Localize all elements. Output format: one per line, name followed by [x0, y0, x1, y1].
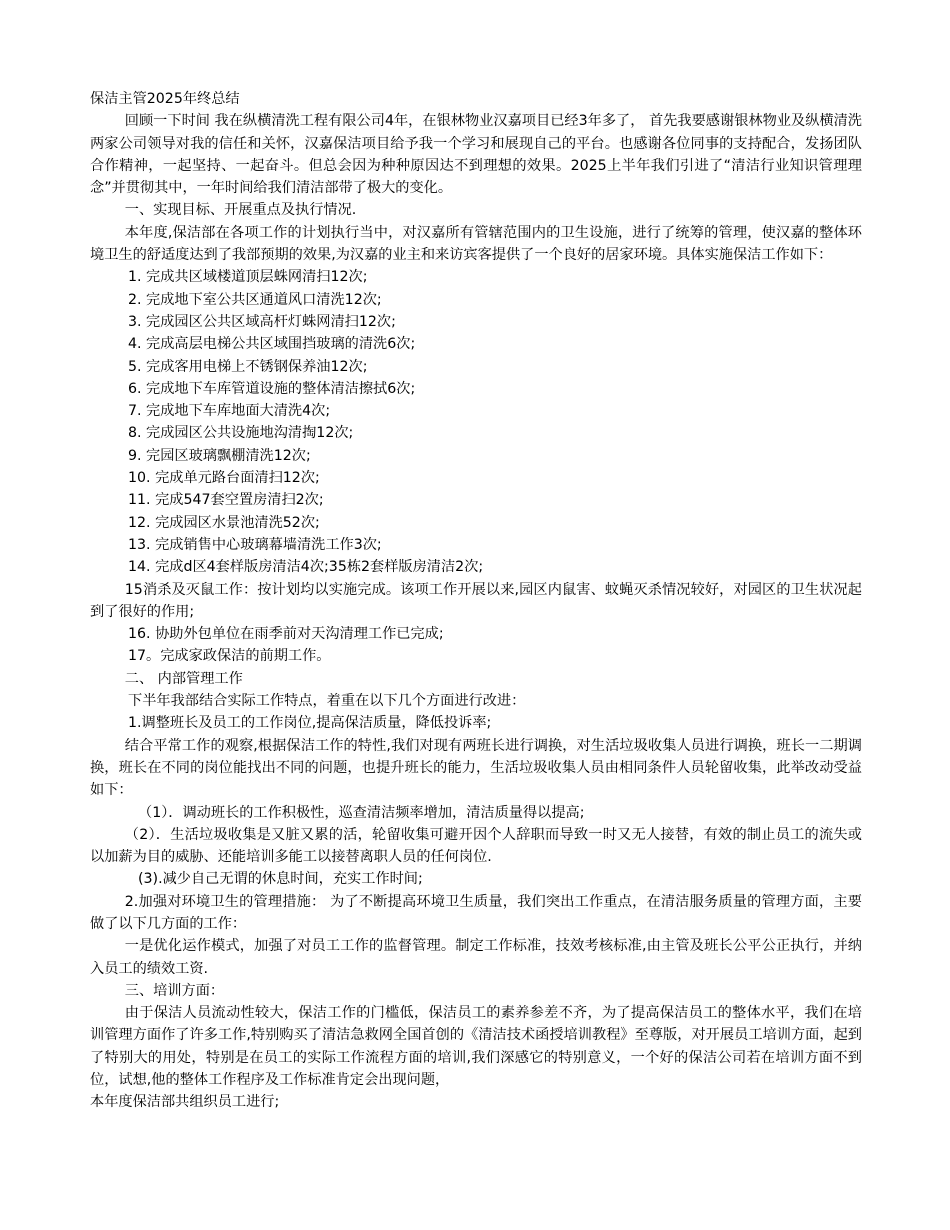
body-paragraph: 由于保洁人员流动性较大，保洁工作的门槛低，保洁员工的素养参差不齐，为了提高保洁员工的整体水平，我们在培训管理方面作了许多工作,特别购买了清洁急救网全国首创的《清洁技术函授培训教程》至尊版，对开展员工培训方面，起到了特别大的用处，特别是在员工的实际工作流程方面的培训,我们深感它的特别意义，一个好的保洁公司若在培训方面不到位，试想,他的整体工作程序及工作标准肯定会出现问题， [90, 1005, 862, 1089]
section-2-intro: 下半年我部结合实际工作特点，着重在以下几个方面进行改进： [128, 693, 526, 710]
document-title: 保洁主管2025年终总结 [90, 91, 240, 107]
list-item: 15消杀及灭鼠工作：按计划均以实施完成。该项工作开展以来,园区内鼠害、蚊蝇灭杀情况较好，对园区的卫生状况起到了很好的作用; [90, 581, 862, 620]
list-item: 8. 完成园区公共设施地沟清掏12次; [128, 425, 354, 442]
list-item: 6. 完成地下车库管道设施的整体清洁擦拭6次; [128, 380, 416, 397]
section-1-paragraph: 本年度,保洁部在各项工作的计划执行当中，对汉嘉所有管辖范围内的卫生设施，进行了统筹的管理，使汉嘉的整体环境卫生的舒适度达到了我部预期的效果,为汉嘉的业主和来访宾客提供了一个良好的居家环境。具体实施保洁工作如下： [90, 224, 862, 264]
list-item: 13. 完成销售中心玻璃幕墙清洗工作3次; [128, 536, 382, 553]
body-paragraph: 结合平常工作的观察,根据保洁工作的特性,我们对现有两班长进行调换，对生活垃圾收集人员进行调换，班长一二期调换，班长在不同的岗位能找出不同的问题，也提升班长的能力，生活垃圾收集人员由相同条件人员轮留收集，此举改动受益如下： [90, 737, 862, 799]
section-heading-2: 二、 内部管理工作 [124, 670, 243, 687]
list-item: 9. 完园区玻璃飘棚清洗12次; [128, 447, 311, 464]
section-heading-3: 三、培训方面： [124, 982, 225, 999]
list-item: 2. 完成地下室公共区通道风口清洗12次; [128, 291, 382, 308]
list-item: 12. 完成园区水景池清洗52次; [128, 514, 320, 531]
list-item: 7. 完成地下车库地面大清洗4次; [128, 403, 331, 420]
list-item: 3. 完成园区公共区域高杆灯蛛网清扫12次; [128, 313, 396, 330]
subsection-heading: 1.调整班长及员工的工作岗位,提高保洁质量，降低投诉率; [128, 715, 492, 732]
body-paragraph: 一是优化运作模式，加强了对员工工作的监督管理。制定工作标准，技效考核标准,由主管及班长公平公正执行，并纳入员工的绩效工资. [90, 938, 862, 977]
intro-paragraph: 回顾一下时间 我在纵横清洗工程有限公司4年，在银林物业汉嘉项目已经3年多了， 首先我要感谢银林物业及纵横清洗两家公司领导对我的信任和关怀，汉嘉保洁项目给予我一个学习和展现自己的平台。也感谢各位同事的支持配合，发扬团队合作精神，一起坚持、一起奋斗。但总会因为种种原因达不到理想的效果。2025上半年我们引进了“清洁行业知识管理理念”并贯彻其中，一年时间给我们清洁部带了极大的变化。 [90, 113, 862, 197]
list-item: （1）．调动班长的工作积极性，巡查清洁频率增加，清洁质量得以提高; [138, 804, 585, 821]
list-item: 17。完成家政保洁的前期工作。 [128, 648, 331, 665]
list-item: (3).减少自己无谓的休息时间，充实工作时间; [138, 871, 423, 888]
document-body [90, 88, 862, 1114]
list-item: （2）．生活垃圾收集是又脏又累的活，轮留收集可避开因个人辞职而导致一时又无人接替，有效的制止员工的流失或以加薪为目的威胁、还能培训多能工以接替离职人员的任何岗位. [90, 826, 862, 866]
body-paragraph: 本年度保洁部共组织员工进行; [90, 1094, 280, 1111]
list-item: 1. 完成共区域楼道顶层蛛网清扫12次; [128, 269, 368, 286]
list-item: 16. 协助外包单位在雨季前对天沟清理工作已完成; [128, 626, 444, 643]
list-item: 4. 完成高层电梯公共区域围挡玻璃的清洗6次; [128, 336, 416, 353]
subsection-heading: 2.加强对环境卫生的管理措施： 为了不断提高环境卫生质量，我们突出工作重点，在清洁服务质量的管理方面，主要做了以下几方面的工作： [90, 893, 862, 932]
list-item: 14. 完成d区4套样版房清洁4次;35栋2套样版房清洁2次; [128, 559, 484, 576]
list-item: 10. 完成单元路台面清扫12次; [128, 470, 320, 487]
list-item: 5. 完成客用电梯上不锈钢保养油12次; [128, 358, 368, 375]
section-heading-1: 一、实现目标、开展重点及执行情况. [124, 202, 357, 219]
list-item: 11. 完成547套空置房清扫2次; [128, 492, 324, 509]
